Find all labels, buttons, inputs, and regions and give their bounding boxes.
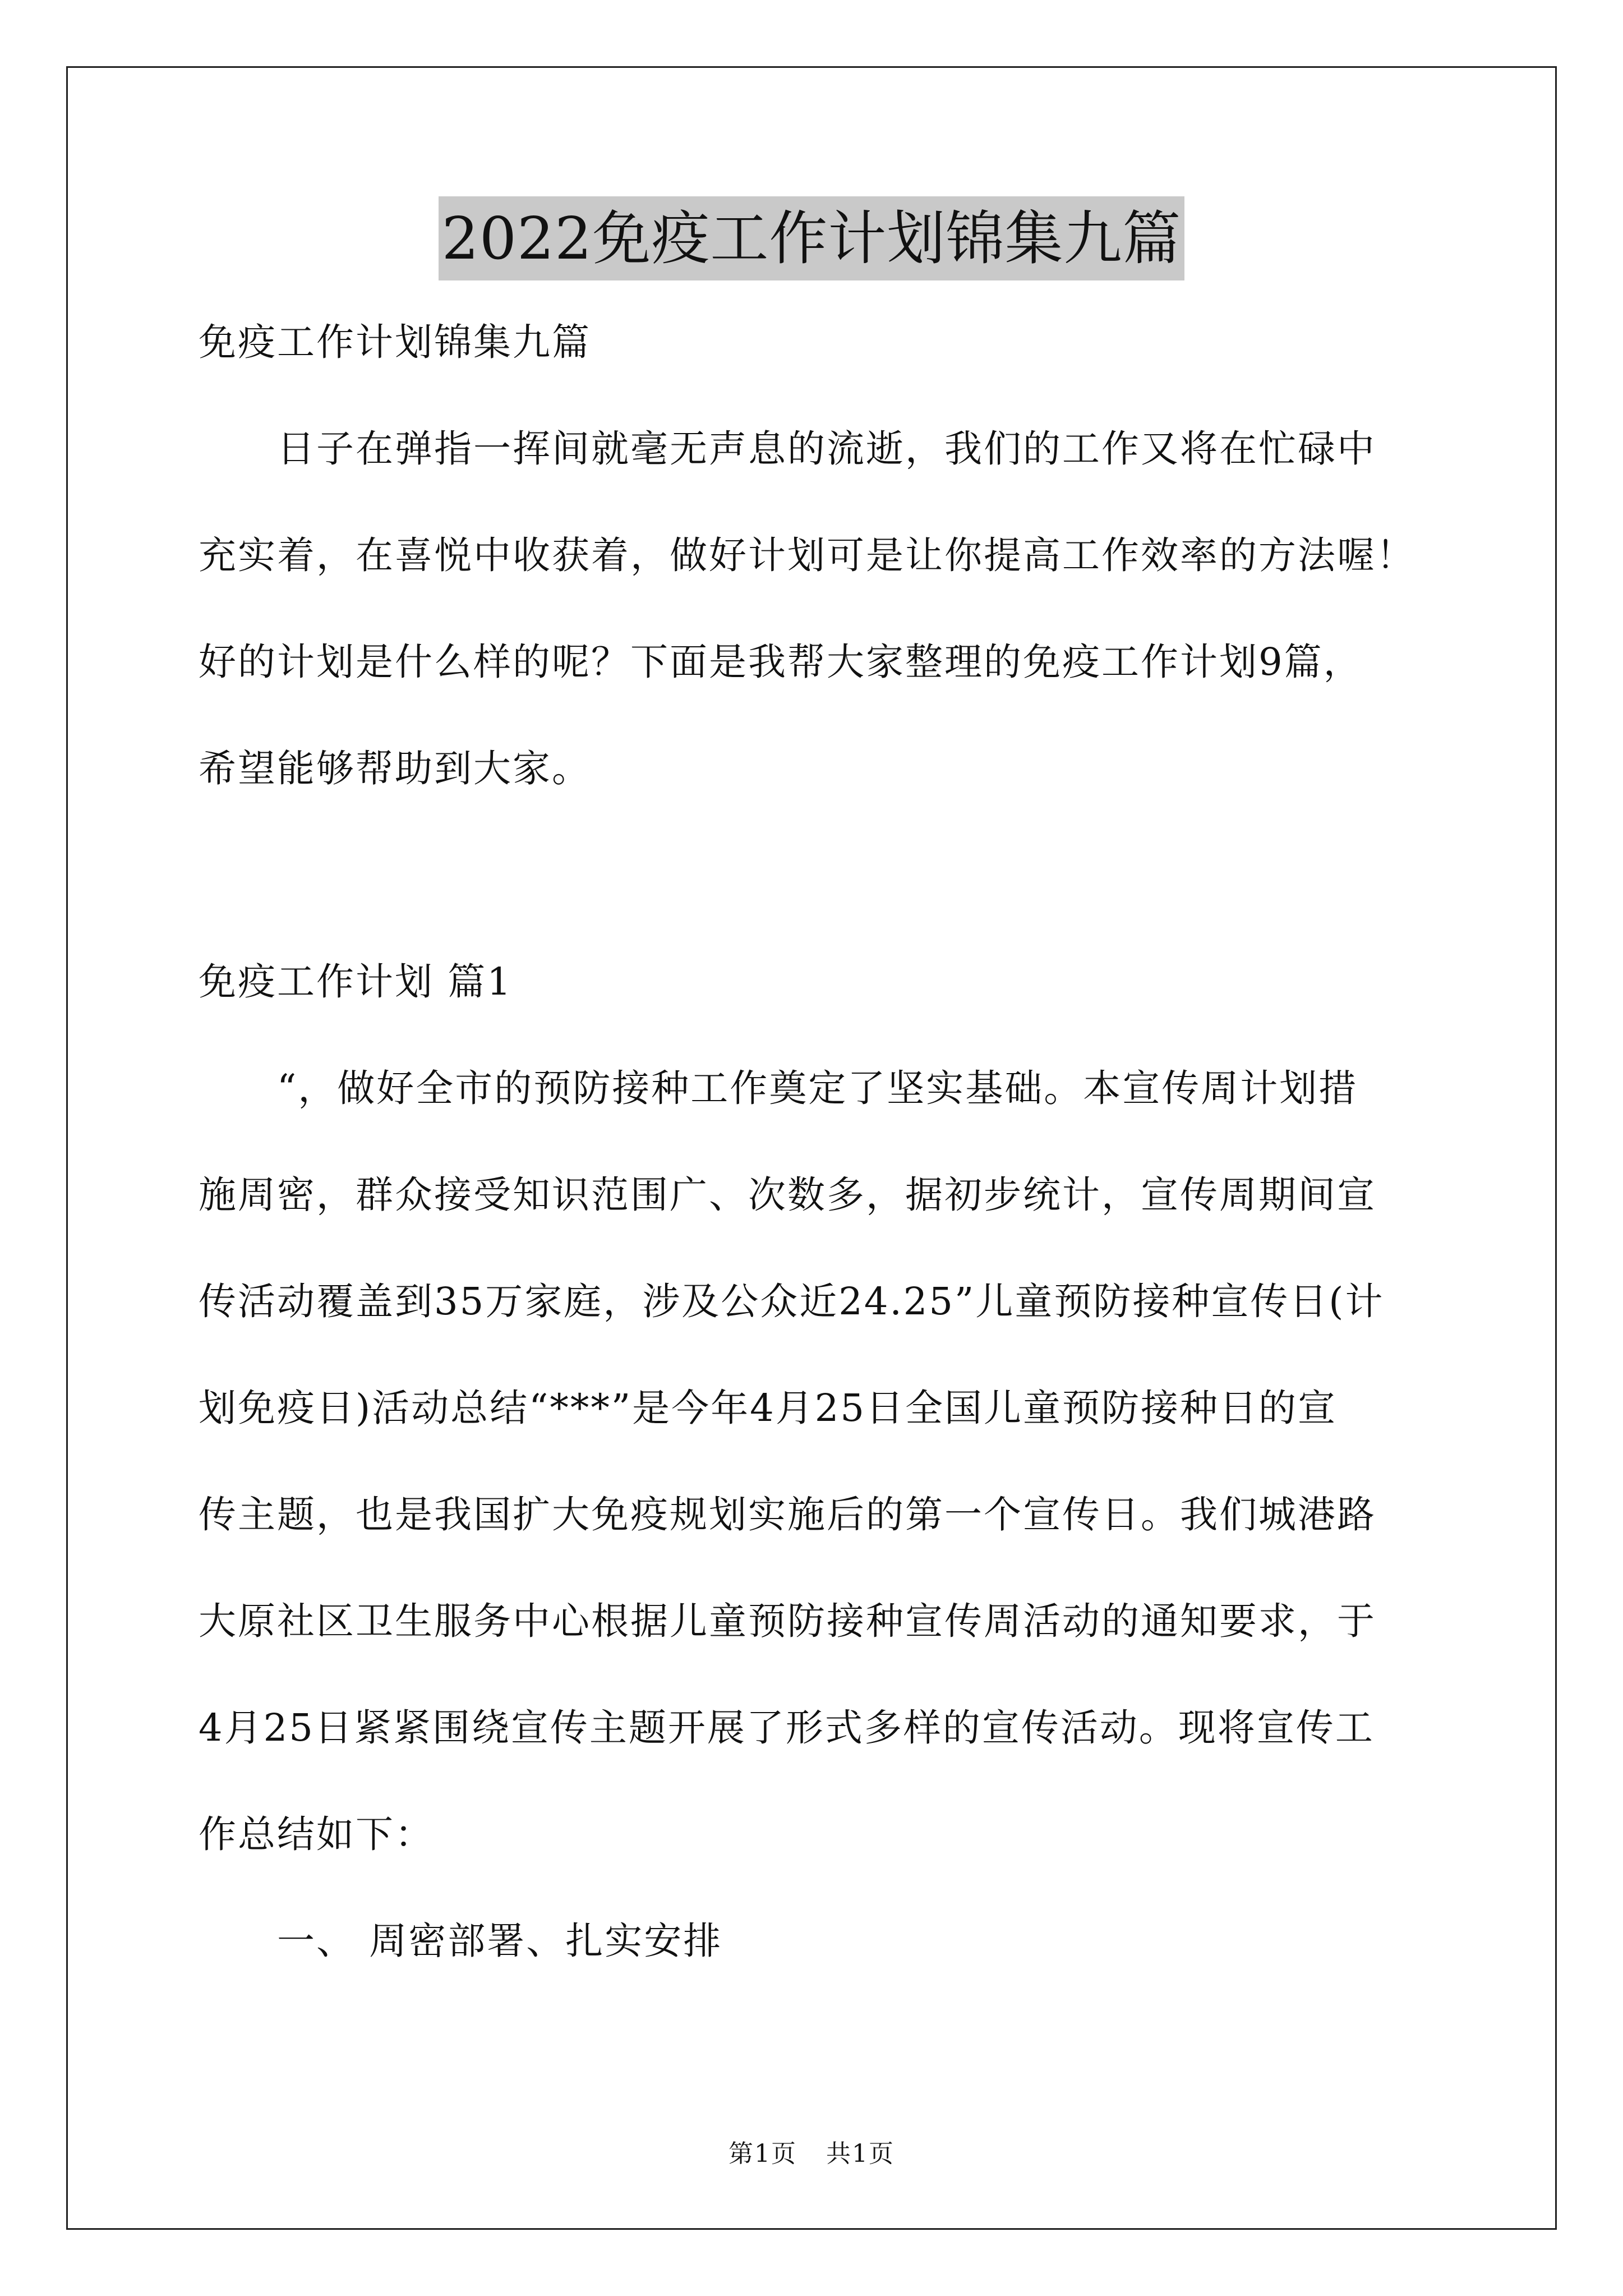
spacer <box>199 847 1432 903</box>
paragraph-line: 4月25日紧紧围绕宣传主题开展了形式多样的宣传活动。现将宣传工 <box>199 1706 1375 1750</box>
title-container <box>0 196 1623 280</box>
subtitle: 免疫工作计划锦集九篇 <box>199 320 591 364</box>
paragraph-line: 日子在弹指一挥间就毫无声息的流逝，我们的工作又将在忙碌中 <box>277 427 1376 471</box>
section-heading: 免疫工作计划 篇1 <box>199 960 513 1004</box>
document-body <box>199 314 1432 2019</box>
paragraph-line: “，做好全市的预防接种工作奠定了坚实基础。本宣传周计划措 <box>277 1066 1358 1110</box>
page-footer <box>0 2137 1623 2171</box>
paragraph-line: 传主题，也是我国扩大免疫规划实施后的第一个宣传日。我们城港路 <box>199 1493 1376 1536</box>
paragraph-line: 划免疫日)活动总结“***”是今年4月25日全国儿童预防接种日的宣 <box>199 1386 1338 1430</box>
subsection-heading: 一、 周密部署、扎实安排 <box>277 1919 723 1963</box>
paragraph-line: 充实着，在喜悦中收获着，做好计划可是让你提高工作效率的方法喔！ <box>199 533 1415 577</box>
page-total: 共1页 <box>826 2139 895 2168</box>
page-number: 第1页 <box>728 2139 797 2168</box>
paragraph-line: 传活动覆盖到35万家庭，涉及公众近24.25”儿童预防接种宣传日(计 <box>199 1280 1385 1323</box>
paragraph-line: 作总结如下： <box>199 1812 434 1856</box>
paragraph-line: 希望能够帮助到大家。 <box>199 747 591 790</box>
paragraph-line: 施周密，群众接受知识范围广、次数多，据初步统计，宣传周期间宣 <box>199 1173 1376 1217</box>
paragraph-line: 好的计划是什么样的呢？下面是我帮大家整理的免疫工作计划9篇， <box>199 640 1363 684</box>
paragraph-line: 大原社区卫生服务中心根据儿童预防接种宣传周活动的通知要求，于 <box>199 1599 1376 1643</box>
document-title: 2022免疫工作计划锦集九篇 <box>439 196 1185 280</box>
